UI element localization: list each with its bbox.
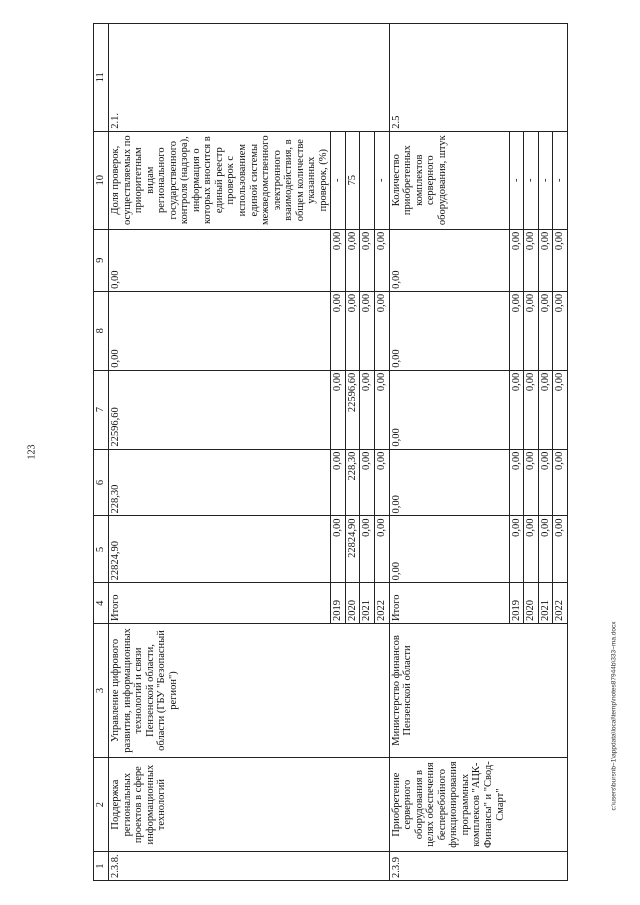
year-cell: 2020: [345, 583, 360, 624]
value-cell: 0,00: [345, 291, 360, 370]
page-number: 123: [26, 444, 38, 460]
value-cell: 0,00: [375, 291, 390, 370]
value-cell: 0,00: [375, 516, 390, 583]
rotated-table-area: [93, 23, 603, 881]
program-measures-table: [93, 23, 568, 881]
value-cell: 0,00: [509, 229, 524, 291]
value-cell: 0,00: [375, 370, 390, 449]
year-cell: 2021: [360, 583, 375, 624]
value-cell: 0,00: [375, 449, 390, 516]
measure-executor: Министерство финансов Пензенской области: [389, 624, 567, 758]
col-header-10: 10: [94, 131, 109, 229]
total-value-5: 0,00: [389, 516, 509, 583]
value-cell: 22824,90: [345, 516, 360, 583]
indicator-value: -: [524, 131, 539, 229]
value-cell: 0,00: [509, 516, 524, 583]
measure-number: 2.3.9: [389, 852, 567, 881]
total-label: Итого: [109, 583, 331, 624]
col-header-9: 9: [94, 229, 109, 291]
total-label: Итого: [389, 583, 509, 624]
total-value-9: 0,00: [389, 229, 509, 291]
value-cell: 0,00: [538, 449, 553, 516]
value-cell: 0,00: [509, 370, 524, 449]
indicator-value: -: [331, 131, 346, 229]
total-value-6: 0,00: [389, 449, 509, 516]
value-cell: 0,00: [360, 291, 375, 370]
measure-row: [109, 24, 331, 881]
value-cell: 0,00: [360, 516, 375, 583]
col-header-1: 1: [94, 852, 109, 881]
value-cell: 22596,60: [345, 370, 360, 449]
total-value-7: 0,00: [389, 370, 509, 449]
year-cell: 2019: [331, 583, 346, 624]
value-cell: 0,00: [331, 229, 346, 291]
value-cell: 0,00: [538, 229, 553, 291]
total-value-8: 0,00: [389, 291, 509, 370]
total-value-9: 0,00: [109, 229, 331, 291]
year-cell: 2022: [553, 583, 568, 624]
measure-name: Приобретение серверного оборудования в целях обеспечения бесперебойного функционирования программных комплексов "АЦК-Финансы" и "Свод-Смарт": [389, 757, 567, 851]
value-cell: 0,00: [360, 229, 375, 291]
year-cell: 2021: [538, 583, 553, 624]
value-cell: 0,00: [538, 291, 553, 370]
total-value-7: 22596,60: [109, 370, 331, 449]
total-value-6: 228,30: [109, 449, 331, 516]
value-cell: 0,00: [524, 516, 539, 583]
indicator-name: Количество приобретенных комплектов серверного оборудования, штук: [389, 131, 509, 229]
value-cell: 0,00: [538, 516, 553, 583]
value-cell: 0,00: [524, 449, 539, 516]
value-cell: 0,00: [524, 370, 539, 449]
value-cell: 0,00: [331, 370, 346, 449]
value-cell: 0,00: [345, 229, 360, 291]
indicator-value: [360, 131, 375, 229]
col-header-4: 4: [94, 583, 109, 624]
total-value-8: 0,00: [109, 291, 331, 370]
indicator-value: 75: [345, 131, 360, 229]
indicator-link: 2.5: [389, 24, 567, 132]
value-cell: 0,00: [553, 370, 568, 449]
column-number-row: [94, 24, 109, 881]
value-cell: 0,00: [538, 370, 553, 449]
value-cell: 0,00: [331, 449, 346, 516]
indicator-value: -: [509, 131, 524, 229]
year-cell: 2020: [524, 583, 539, 624]
measure-number: 2.3.8.: [109, 852, 390, 881]
value-cell: 0,00: [553, 449, 568, 516]
value-cell: 0,00: [553, 291, 568, 370]
value-cell: 228,30: [345, 449, 360, 516]
col-header-3: 3: [94, 624, 109, 758]
value-cell: 0,00: [331, 291, 346, 370]
value-cell: 0,00: [509, 291, 524, 370]
col-header-8: 8: [94, 291, 109, 370]
value-cell: 0,00: [524, 291, 539, 370]
year-cell: 2019: [509, 583, 524, 624]
value-cell: 0,00: [509, 449, 524, 516]
value-cell: 0,00: [553, 516, 568, 583]
col-header-7: 7: [94, 370, 109, 449]
measure-row: [389, 24, 509, 881]
indicator-value: -: [375, 131, 390, 229]
value-cell: 0,00: [360, 449, 375, 516]
col-header-11: 11: [94, 24, 109, 132]
indicator-value: -: [538, 131, 553, 229]
col-header-5: 5: [94, 516, 109, 583]
value-cell: 0,00: [524, 229, 539, 291]
measure-executor: Управление цифрового развития, информационных технологий и связи Пензенской области, области (ГБУ "Безопасный регион"): [109, 624, 390, 758]
value-cell: 0,00: [360, 370, 375, 449]
total-value-5: 22824,90: [109, 516, 331, 583]
indicator-name: Доля проверок, осуществляемых по приоритетным видам регионального государственного контроля (надзора), информация о которых вносится в единый реестр проверок с использованием единой системы межведомственного электронного взаимодействия, в общем количестве указанных проверок, (%): [109, 131, 331, 229]
col-header-6: 6: [94, 449, 109, 516]
measure-name: Поддержка региональных проектов в сфере информационных технологий: [109, 757, 390, 851]
col-header-2: 2: [94, 757, 109, 851]
value-cell: 0,00: [553, 229, 568, 291]
year-cell: 2022: [375, 583, 390, 624]
indicator-value: -: [553, 131, 568, 229]
footer-file-path: c:\users\bursnb~1\appdata\local\temp\notes87944b\333~ma.docx: [610, 621, 618, 811]
indicator-link: 2.1.: [109, 24, 390, 132]
value-cell: 0,00: [375, 229, 390, 291]
value-cell: 0,00: [331, 516, 346, 583]
